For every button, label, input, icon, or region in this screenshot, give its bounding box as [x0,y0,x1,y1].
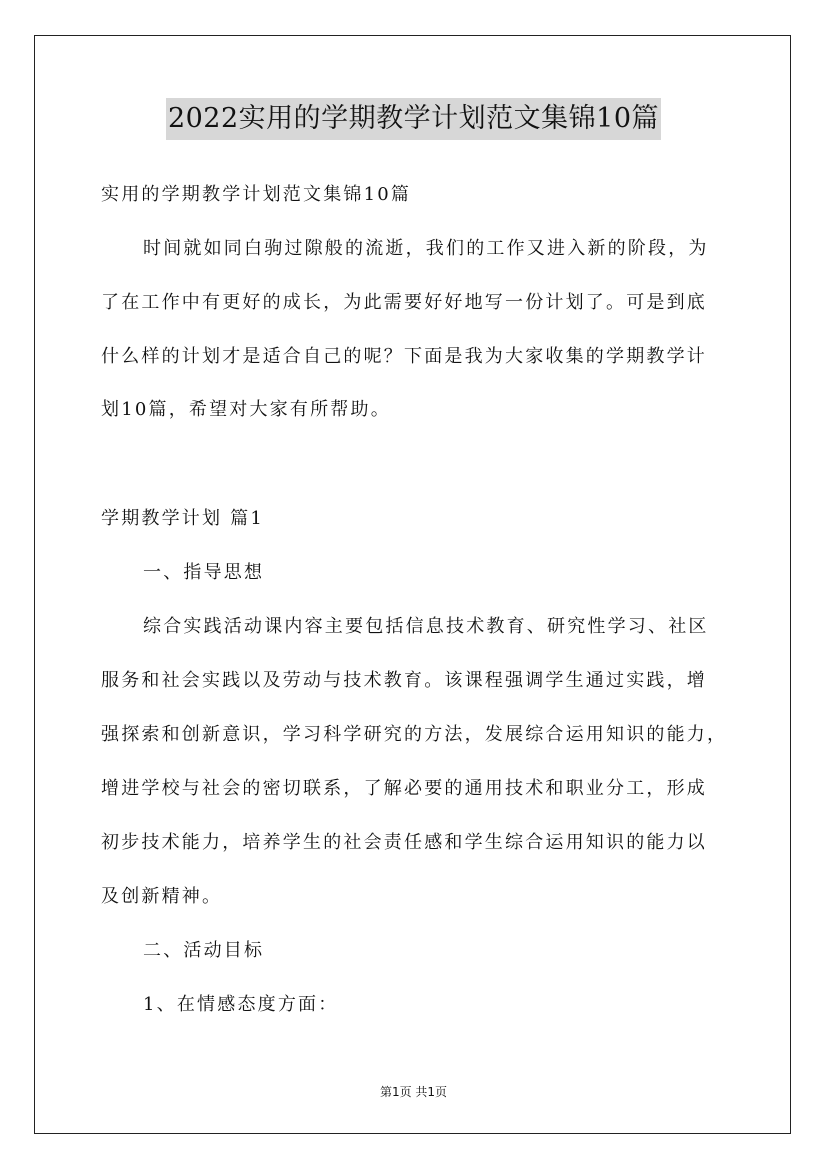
goal-item-1: 1、在情感态度方面： [143,994,339,1015]
guiding-line-4: 增进学校与社会的密切联系，了解必要的通用技术和职业分工，形成 [101,778,707,799]
intro-line-2: 了在工作中有更好的成长，为此需要好好地写一份计划了。可是到底 [101,292,707,313]
guiding-heading: 一、指导思想 [143,562,265,583]
guiding-line-3: 强探索和创新意识，学习科学研究的方法，发展综合运用知识的能力， [101,724,728,745]
intro-line-3: 什么样的计划才是适合自己的呢？下面是我为大家收集的学期教学计 [101,346,707,367]
goals-heading: 二、活动目标 [143,940,265,961]
section-heading: 学期教学计划 篇1 [101,508,264,529]
guiding-line-6: 及创新精神。 [101,886,223,907]
document-subtitle: 实用的学期教学计划范文集锦10篇 [101,184,412,205]
page-footer: 第1页 共1页 [379,1085,448,1099]
guiding-line-1: 综合实践活动课内容主要包括信息技术教育、研究性学习、社区 [143,616,709,637]
guiding-line-5: 初步技术能力，培养学生的社会责任感和学生综合运用知识的能力以 [101,832,707,853]
document-title: 2022实用的学期教学计划范文集锦10篇 [166,98,661,140]
intro-line-1: 时间就如同白驹过隙般的流逝，我们的工作又进入新的阶段，为 [143,238,709,259]
title-container [0,98,827,140]
intro-line-4: 划10篇，希望对大家有所帮助。 [101,399,391,420]
guiding-line-2: 服务和社会实践以及劳动与技术教育。该课程强调学生通过实践，增 [101,670,707,691]
